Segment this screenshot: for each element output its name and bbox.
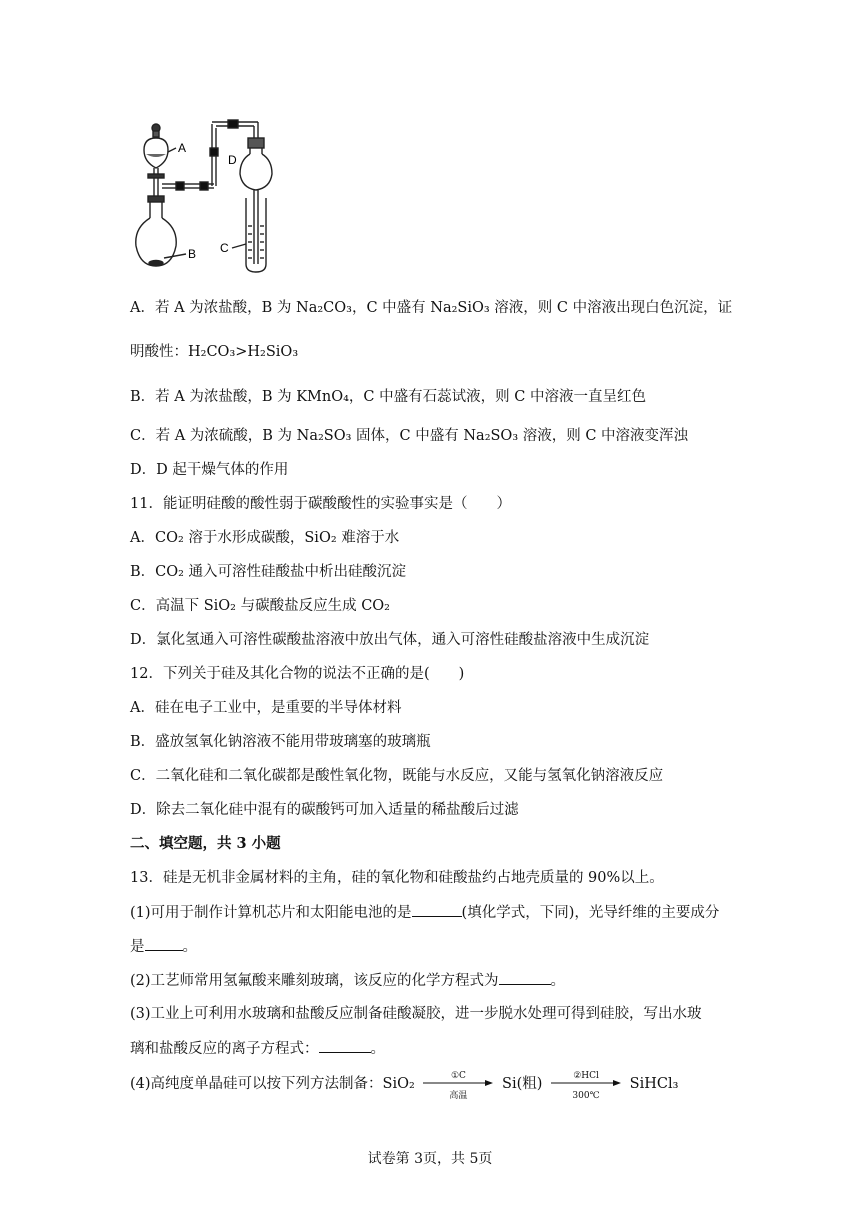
arrow1-condition-top: ①C: [450, 1071, 466, 1081]
reaction-arrow-2: [551, 1071, 621, 1101]
figure-label-d: D: [228, 153, 237, 167]
q11-stem: 11．能证明硅酸的酸性弱于碳酸酸性的实验事实是（ ）: [130, 496, 511, 512]
arrow2-condition-top: ②HCl: [573, 1071, 599, 1081]
q12-option-d: D．除去二氧化硅中混有的碳酸钙可加入适量的稀盐酸后过滤: [130, 802, 519, 818]
q10-option-a-line1: A．若 A 为浓盐酸，B 为 Na₂CO₃，C 中盛有 Na₂SiO₃ 溶液，则 C 中溶液出现白色沉淀，证: [130, 300, 733, 316]
q13-part4-text-b: Si(粗): [502, 1076, 543, 1092]
q13-part4-text-a: (4)高纯度单晶硅可以按下列方法制备：SiO₂: [130, 1076, 415, 1092]
q11-option-a: A．CO₂ 溶于水形成碳酸，SiO₂ 难溶于水: [130, 530, 400, 546]
figure-label-b: B: [188, 247, 197, 261]
reaction-arrow-1: [423, 1071, 493, 1101]
q10-option-a-line2: 明酸性：H₂CO₃>H₂SiO₃: [130, 344, 299, 360]
q11-option-b: B．CO₂ 通入可溶性硅酸盐中析出硅酸沉淀: [130, 564, 407, 580]
q13-part1-text-a: (1)可用于制作计算机芯片和太阳能电池的是: [130, 905, 412, 921]
q13-part3-text-c: 。: [370, 1041, 385, 1057]
q11-option-c: C．高温下 SiO₂ 与碳酸盐反应生成 CO₂: [130, 598, 390, 614]
q13-part3-line2: [130, 1038, 385, 1059]
figure-label-a: A: [178, 141, 187, 155]
q13-part3-line1: (3)工业上可利用水玻璃和盐酸反应制备硅酸凝胶，进一步脱水处理可得到硅胶，写出水玻: [130, 1006, 702, 1022]
q10-option-d: D．D 起干燥气体的作用: [130, 462, 289, 478]
q12-option-a: A．硅在电子工业中，是重要的半导体材料: [130, 700, 402, 716]
q13-part3-text-b: 璃和盐酸反应的离子方程式：: [130, 1041, 319, 1057]
q13-part1-line1: [130, 902, 719, 923]
q13-part1-text-c: 是: [130, 939, 145, 955]
q13-part1-blank1[interactable]: [412, 902, 462, 917]
q13-part2-text-b: 。: [550, 973, 566, 989]
q10-option-b: B．若 A 为浓盐酸，B 为 KMnO₄，C 中盛有石蕊试液，则 C 中溶液一直呈红色: [130, 389, 646, 405]
q10-option-c: C．若 A 为浓硫酸，B 为 Na₂SO₃ 固体，C 中盛有 Na₂SO₃ 溶液，则 C 中溶液变浑浊: [130, 428, 689, 444]
q13-part1-line2: [130, 936, 197, 957]
q13-part2-blank[interactable]: [499, 970, 551, 985]
q12-option-c: C．二氧化硅和二氧化碳都是酸性氧化物，既能与水反应，又能与氢氧化钠溶液反应: [130, 768, 664, 784]
section-heading: 二、填空题，共 3 小题: [130, 835, 281, 852]
q13-part1-text-d: 。: [182, 939, 197, 955]
q13-part1-blank2[interactable]: [145, 936, 183, 951]
arrow2-condition-bottom: 300℃: [572, 1091, 600, 1101]
q13-part4-text-c: SiHCl₃: [629, 1076, 679, 1092]
apparatus-figure: [130, 118, 290, 278]
q12-option-b: B．盛放氢氧化钠溶液不能用带玻璃塞的玻璃瓶: [130, 734, 431, 750]
page-footer: 试卷第 3页，共 5页: [367, 1151, 493, 1167]
q13-part4: [130, 1071, 679, 1101]
q13-part2-text-a: (2)工艺师常用氢氟酸来雕刻玻璃，该反应的化学方程式为: [130, 973, 499, 989]
q13-part3-blank[interactable]: [319, 1038, 371, 1053]
q12-stem: 12．下列关于硅及其化合物的说法不正确的是( ): [130, 666, 465, 682]
q13-stem: 13．硅是无机非金属材料的主角，硅的氧化物和硅酸盐约占地壳质量的 90%以上。: [130, 870, 664, 886]
q13-part2: [130, 970, 565, 991]
q11-option-d: D．氯化氢通入可溶性碳酸盐溶液中放出气体，通入可溶性硅酸盐溶液中生成沉淀: [130, 632, 650, 648]
q13-part1-text-b: (填化学式，下同)，光导纤维的主要成分: [461, 905, 720, 921]
arrow1-condition-bottom: 高温: [449, 1091, 468, 1101]
figure-label-c: C: [220, 241, 229, 255]
